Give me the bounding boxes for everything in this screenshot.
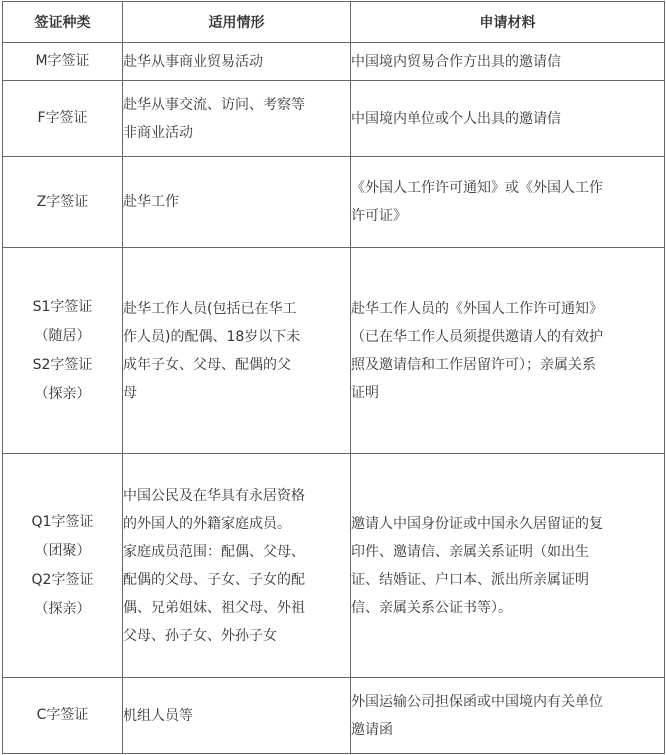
materials-line: 赴华工作人员的《外国人工作许可通知》: [351, 300, 603, 317]
situation-line: 赴华从事商业贸易活动: [123, 53, 263, 70]
visa-type-line: （探亲）: [34, 600, 91, 617]
visa-type-line: （探亲）: [34, 385, 91, 402]
table-row: [3, 43, 665, 81]
situation-line: 父母、孙子女、外孙子女: [123, 627, 277, 644]
situation-line: 作人员)的配偶、18岁以下未: [123, 328, 301, 345]
visa-type-cell: [3, 678, 123, 754]
header-materials: 申请材料: [351, 2, 665, 43]
visa-type-line: C字签证: [36, 707, 89, 723]
visa-type-line: Q2字签证: [31, 571, 94, 588]
materials-line: 《外国人工作许可通知》或《外国人工作: [351, 180, 603, 196]
situation-line: 赴华工作: [123, 194, 179, 210]
visa-type-line: M字签证: [35, 53, 90, 69]
situation-line: 中国公民及在华具有永居资格: [123, 487, 305, 504]
table-row: [3, 248, 665, 454]
situation-line: 家庭成员范围：配偶、父母、: [123, 543, 305, 560]
situation-cell: [123, 81, 351, 157]
materials-line: 许可证》: [351, 208, 407, 224]
situation-cell: [123, 157, 351, 248]
situation-cell: [123, 678, 351, 754]
materials-line: 印件、邀请信、亲属关系证明（如出生: [351, 543, 589, 560]
materials-line: 证明: [351, 384, 379, 401]
table-row: [3, 157, 665, 248]
materials-cell: [351, 43, 665, 81]
situation-line: 赴华从事交流、访问、考察等: [123, 96, 305, 113]
visa-type-line: （随居）: [34, 327, 91, 344]
situation-line: 非商业活动: [123, 124, 193, 141]
table-body: [3, 43, 665, 754]
visa-type-line: （团聚）: [34, 542, 91, 559]
visa-type-cell: [3, 81, 123, 157]
situation-line: 赴华工作人员(包括已在华工: [123, 300, 297, 317]
materials-line: 中国境内贸易合作方出具的邀请信: [351, 53, 561, 70]
situation-cell: [123, 248, 351, 454]
table-header-row: [3, 2, 665, 43]
materials-cell: [351, 157, 665, 248]
visa-type-line: Q1字签证: [31, 513, 94, 530]
situation-line: 成年子女、父母、配偶的父: [123, 356, 291, 373]
materials-cell: [351, 248, 665, 454]
situation-line: 配偶的父母、子女、子女的配: [123, 571, 305, 588]
materials-line: （已在华工作人员须提供邀请人的有效护: [351, 328, 603, 345]
table-row: [3, 454, 665, 678]
materials-line: 邀请函: [351, 721, 393, 738]
situation-line: 母: [123, 384, 137, 401]
visa-type-line: S2字签证: [32, 356, 93, 373]
visa-type-cell: [3, 157, 123, 248]
visa-type-line: S1字签证: [32, 298, 93, 315]
table-row: [3, 678, 665, 754]
materials-line: 照及邀请信和工作居留许可）；亲属关系: [351, 356, 596, 373]
materials-line: 信、亲属关系公证书等）。: [351, 599, 512, 616]
materials-cell: [351, 454, 665, 678]
materials-cell: [351, 678, 665, 754]
situation-line: 机组人员等: [123, 707, 193, 724]
materials-line: 中国境内单位或个人出具的邀请信: [351, 110, 561, 127]
header-situation: 适用情形: [123, 2, 351, 43]
visa-type-line: Z字签证: [36, 193, 89, 210]
visa-requirements-table: [2, 1, 665, 754]
visa-type-cell: [3, 454, 123, 678]
materials-line: 证、结婚证、户口本、派出所亲属证明: [351, 571, 589, 588]
materials-line: 外国运输公司担保函或中国境内有关单位: [351, 693, 603, 710]
situation-cell: [123, 43, 351, 81]
situation-cell: [123, 454, 351, 678]
situation-line: 偶、兄弟姐妹、祖父母、外祖: [123, 599, 305, 616]
visa-type-cell: [3, 43, 123, 81]
materials-cell: [351, 81, 665, 157]
table-row: [3, 81, 665, 157]
visa-type-line: F字签证: [37, 110, 88, 126]
situation-line: 的外国人的外籍家庭成员。: [123, 515, 291, 532]
materials-line: 邀请人中国身份证或中国永久居留证的复: [351, 515, 603, 532]
header-visa-type: 签证种类: [3, 2, 123, 43]
visa-type-cell: [3, 248, 123, 454]
